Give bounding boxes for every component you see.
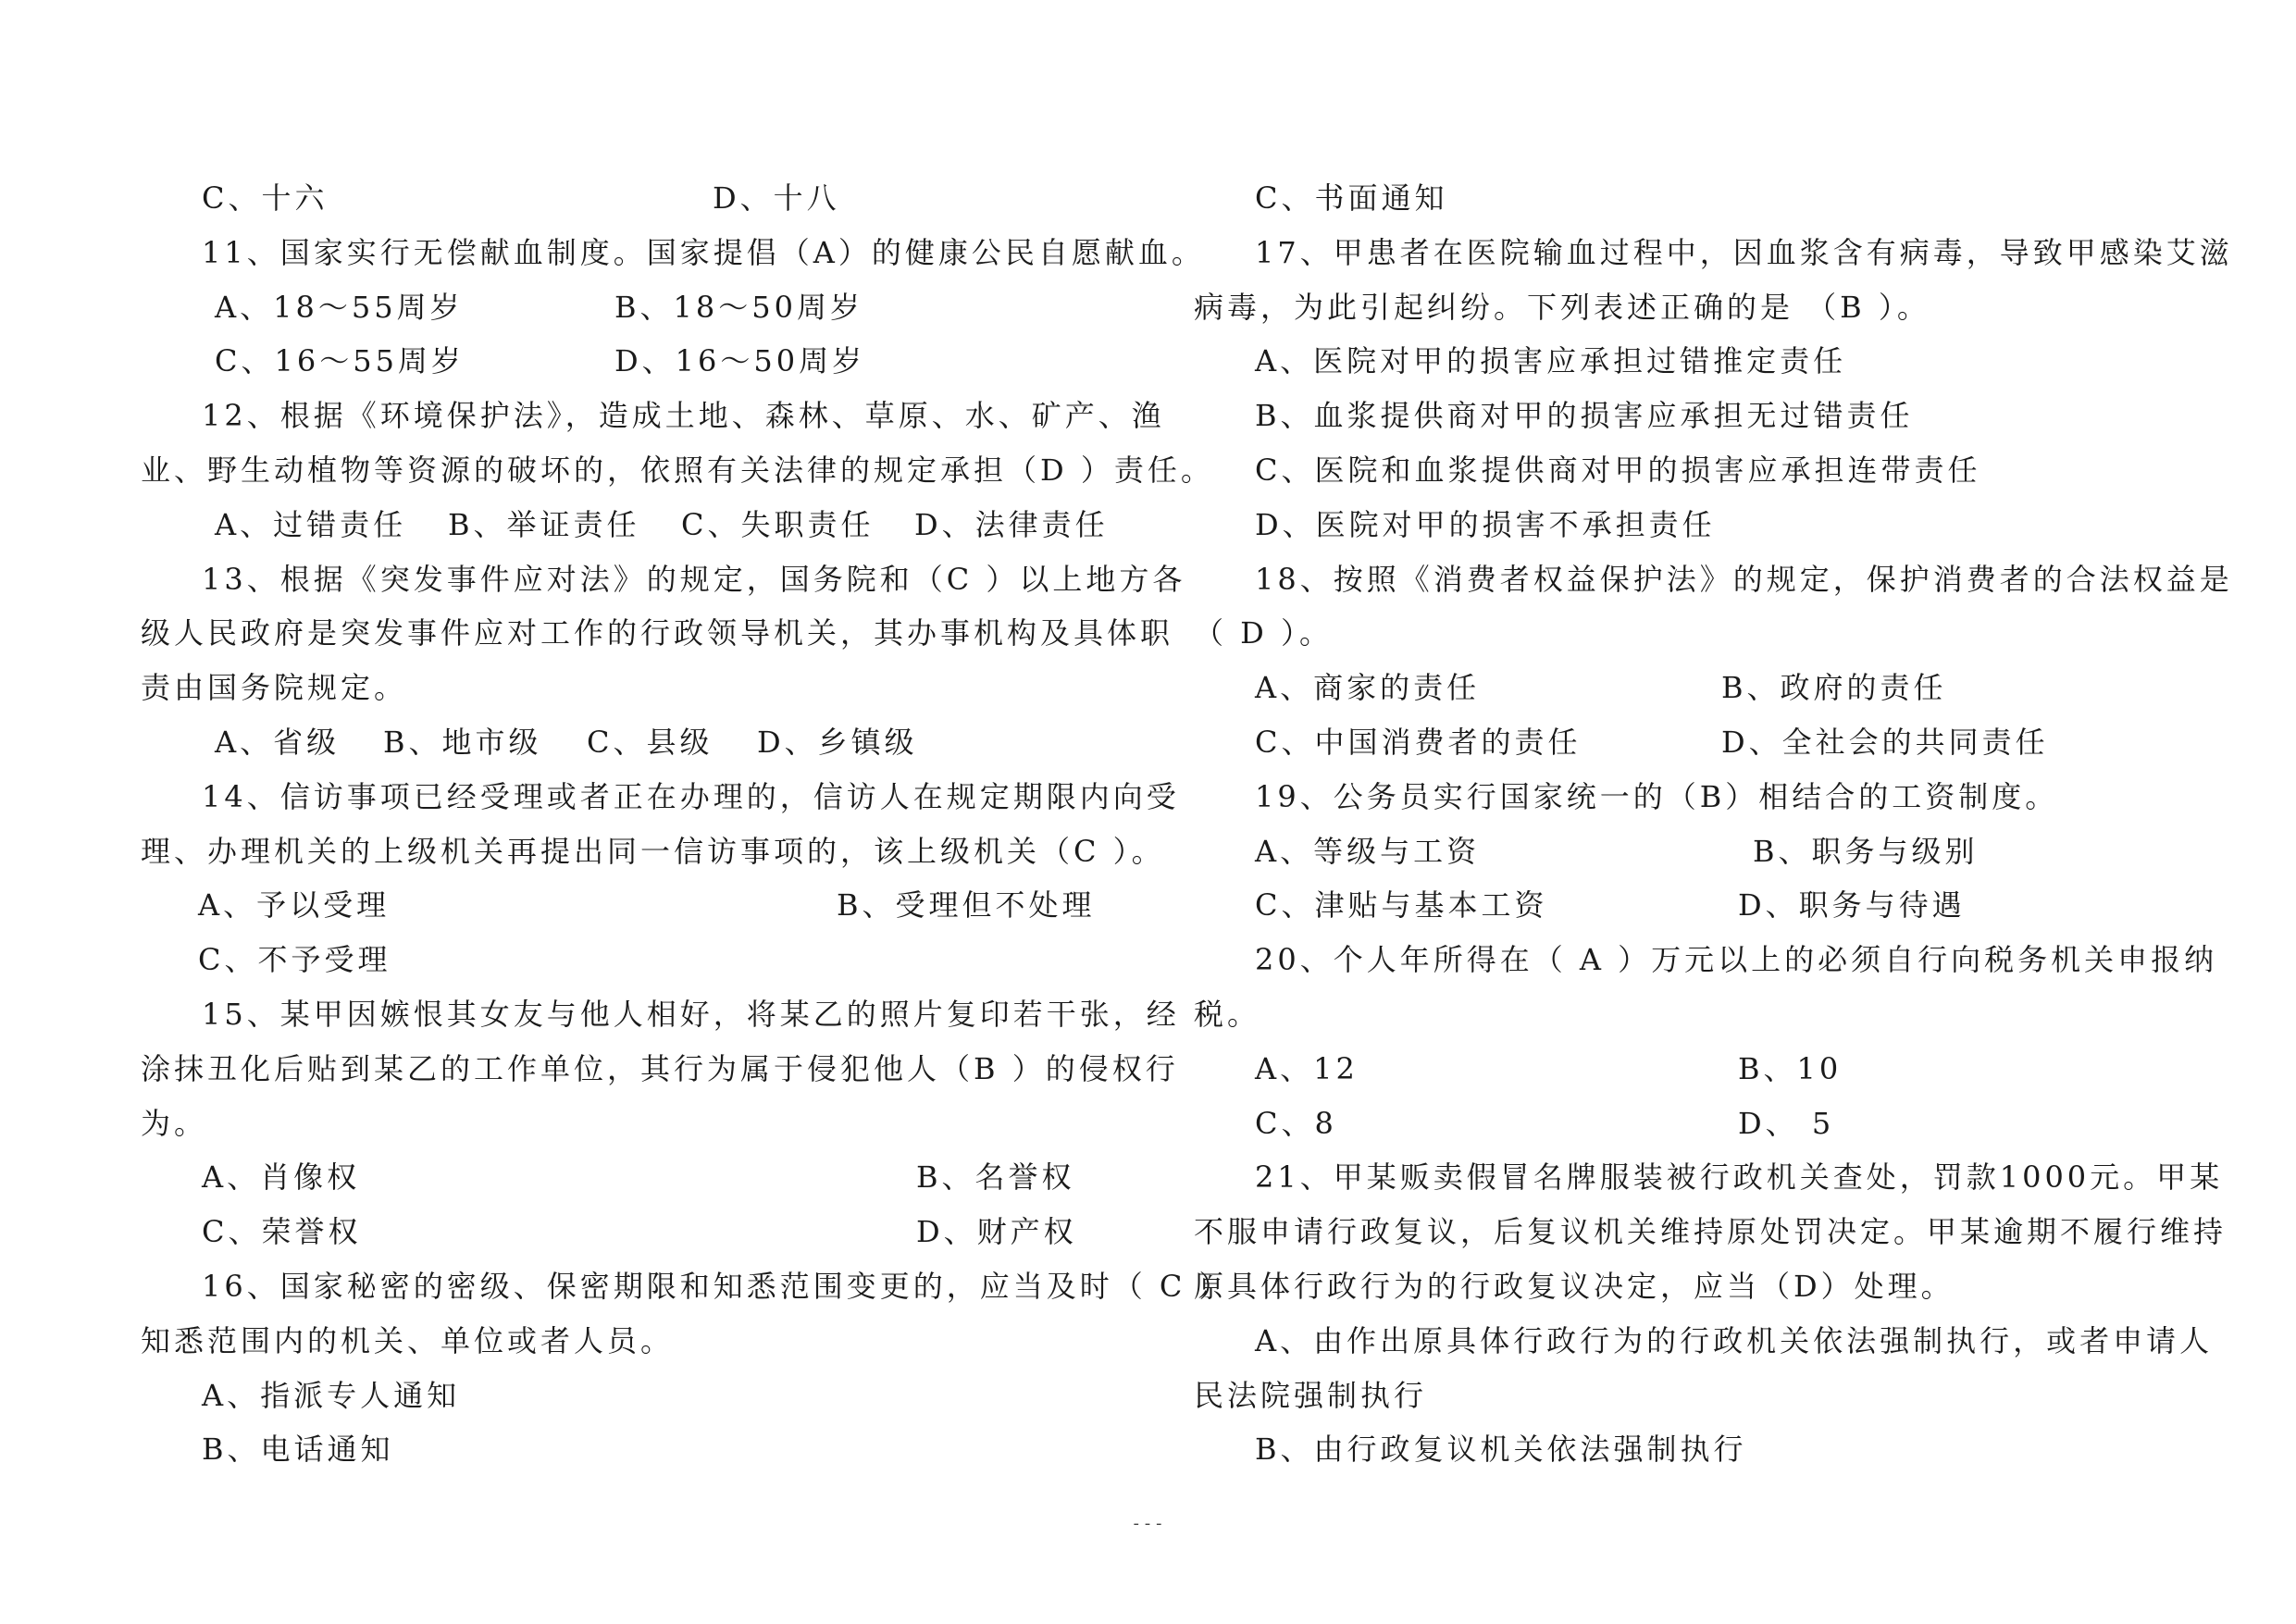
option-c: C、16～55周岁: [215, 343, 465, 379]
option-c: C、不予受理: [198, 942, 391, 978]
option-a: A、过错责任: [215, 506, 407, 542]
question-18-line-1: 18、按照《消费者权益保护法》的规定，保护消费者的合法权益是: [1255, 561, 2233, 597]
question-21-option-a-line-1: A、由作出原具体行政行为的行政机关依法强制执行，或者申请人: [1255, 1322, 2214, 1358]
question-21-option-a-line-2: 民法院强制执行: [1194, 1377, 1428, 1413]
option-b: B、10: [1738, 1050, 1843, 1086]
question-16-option-c: [1194, 171, 2166, 226]
option-a: A、商家的责任: [1255, 670, 1481, 706]
question-14-line-1: 14、信访事项已经受理或者正在办理的，信访人在规定期限内向受: [202, 778, 1180, 814]
question-14-option-c: [141, 933, 1112, 987]
question-20-line-2: 税。: [1194, 996, 1261, 1032]
question-16-option-b: [141, 1422, 1112, 1477]
option-b: B、举证责任: [448, 506, 640, 542]
question-19-options-cd: [1194, 878, 2166, 933]
option-b: B、职务与级别: [1753, 833, 1979, 869]
question-15-line-1: 15、某甲因嫉恨其女友与他人相好，将某乙的照片复印若干张，经: [202, 996, 1180, 1032]
option-d: D、16～50周岁: [614, 343, 866, 379]
question-11: 11、国家实行无偿献血制度。国家提倡（A）的健康公民自愿献血。: [202, 234, 1205, 270]
question-15-options-ab: [141, 1150, 1112, 1205]
option-c: C、8: [1255, 1105, 1337, 1141]
question-15-line-2: 涂抹丑化后贴到某乙的工作单位，其行为属于侵犯他人（B ）的侵权行: [141, 1050, 1179, 1086]
option-b: B、电话通知: [202, 1432, 394, 1468]
option-d: D、职务与待遇: [1738, 887, 1966, 924]
option-a: A、肖像权: [202, 1159, 361, 1196]
option-d: D、全社会的共同责任: [1721, 724, 2049, 760]
question-12-options: [141, 498, 1112, 552]
option-a: A、18～55周岁: [215, 289, 464, 325]
question-16-line-2: 知悉范围内的机关、单位或者人员。: [141, 1322, 675, 1358]
question-18-line-2: （ D ）。: [1194, 615, 1334, 651]
option-b: B、18～50周岁: [614, 289, 863, 325]
option-c: C、十六: [202, 180, 329, 216]
question-13-line-1: 13、根据《突发事件应对法》的规定，国务院和（C ）以上地方各: [202, 561, 1186, 597]
question-14-options-ab: [141, 878, 1112, 933]
option-c: C、荣誉权: [202, 1214, 362, 1250]
page-number-footer: - - -: [1133, 1514, 1162, 1533]
question-20-options-cd: [1194, 1097, 2166, 1151]
option-a: A、予以受理: [198, 887, 391, 924]
question-21-line-3: 原具体行政行为的行政复议决定，应当（D）处理。: [1194, 1268, 1955, 1304]
question-13-line-2: 级人民政府是突发事件应对工作的行政领导机关，其办事机构及具体职: [141, 615, 1174, 651]
option-c: C、书面通知: [1255, 180, 1448, 216]
question-16-line-1: 16、国家秘密的密级、保密期限和知悉范围变更的，应当及时（ C ）: [202, 1268, 1233, 1304]
question-17-line-2: 病毒，为此引起纠纷。下列表述正确的是 （B ）。: [1194, 289, 1930, 325]
option-b: B、地市级: [383, 724, 542, 760]
option-d: D、法律责任: [914, 506, 1109, 542]
question-13-line-3: 责由国务院规定。: [141, 670, 408, 706]
question-17-option-d: D、医院对甲的损害不承担责任: [1255, 506, 1716, 542]
option-d: D、十八: [713, 180, 840, 216]
question-13-options: [141, 715, 1112, 770]
option-b: B、名誉权: [916, 1159, 1075, 1196]
question-20-line-1: 20、个人年所得在（ A ）万元以上的必须自行向税务机关申报纳: [1255, 942, 2218, 978]
left-column: [141, 171, 1233, 1477]
question-17-line-1: 17、甲患者在医院输血过程中，因血浆含有病毒，导致甲感染艾滋: [1255, 234, 2233, 270]
option-a: A、12: [1255, 1050, 1359, 1086]
option-d: D、乡镇级: [757, 724, 918, 760]
question-17-option-a: A、医院对甲的损害应承担过错推定责任: [1255, 343, 1847, 379]
question-20-options-ab: [1194, 1042, 2166, 1097]
option-d: D、 5: [1738, 1105, 1835, 1141]
question-17-option-c: C、医院和血浆提供商对甲的损害应承担连带责任: [1255, 452, 1981, 488]
right-column: [1194, 171, 2233, 1477]
option-d: D、财产权: [916, 1214, 1077, 1250]
question-19-options-ab: [1194, 824, 2166, 879]
question-14-line-2: 理、办理机关的上级机关再提出同一信访事项的，该上级机关（C ）。: [141, 833, 1165, 869]
question-21-option-b: B、由行政复议机关依法强制执行: [1255, 1432, 1747, 1468]
option-a: A、等级与工资: [1255, 833, 1481, 869]
option-a: A、省级: [215, 724, 341, 760]
question-18-options-ab: [1194, 661, 2166, 715]
question-17-option-b: B、血浆提供商对甲的损害应承担无过错责任: [1255, 398, 1914, 434]
option-b: B、受理但不处理: [837, 887, 1096, 924]
option-a: A、指派专人通知: [202, 1377, 461, 1413]
question-16-option-a: [141, 1369, 1112, 1423]
question-10-options-cd: [141, 171, 1112, 226]
option-c: C、县级: [587, 724, 714, 760]
question-15-options-cd: [141, 1205, 1112, 1259]
question-12-line-1: 12、根据《环境保护法》，造成土地、森林、草原、水、矿产、渔: [202, 398, 1165, 434]
question-21-line-1: 21、甲某贩卖假冒名牌服装被行政机关查处，罚款1000元。甲某: [1255, 1159, 2224, 1196]
question-11-options-cd: [141, 334, 1112, 389]
question-11-options-ab: [141, 280, 1112, 335]
option-c: C、津贴与基本工资: [1255, 887, 1548, 924]
question-18-options-cd: [1194, 715, 2166, 770]
option-b: B、政府的责任: [1721, 670, 1947, 706]
question-12-line-2: 业、野生动植物等资源的破坏的，依照有关法律的规定承担（D ）责任。: [141, 452, 1214, 488]
question-19: 19、公务员实行国家统一的（B）相结合的工资制度。: [1255, 778, 2059, 814]
option-c: C、失职责任: [681, 506, 875, 542]
option-c: C、中国消费者的责任: [1255, 724, 1582, 760]
question-15-line-3: 为。: [141, 1105, 208, 1141]
question-21-line-2: 不服申请行政复议，后复议机关维持原处罚决定。甲某逾期不履行维持: [1194, 1214, 2228, 1250]
